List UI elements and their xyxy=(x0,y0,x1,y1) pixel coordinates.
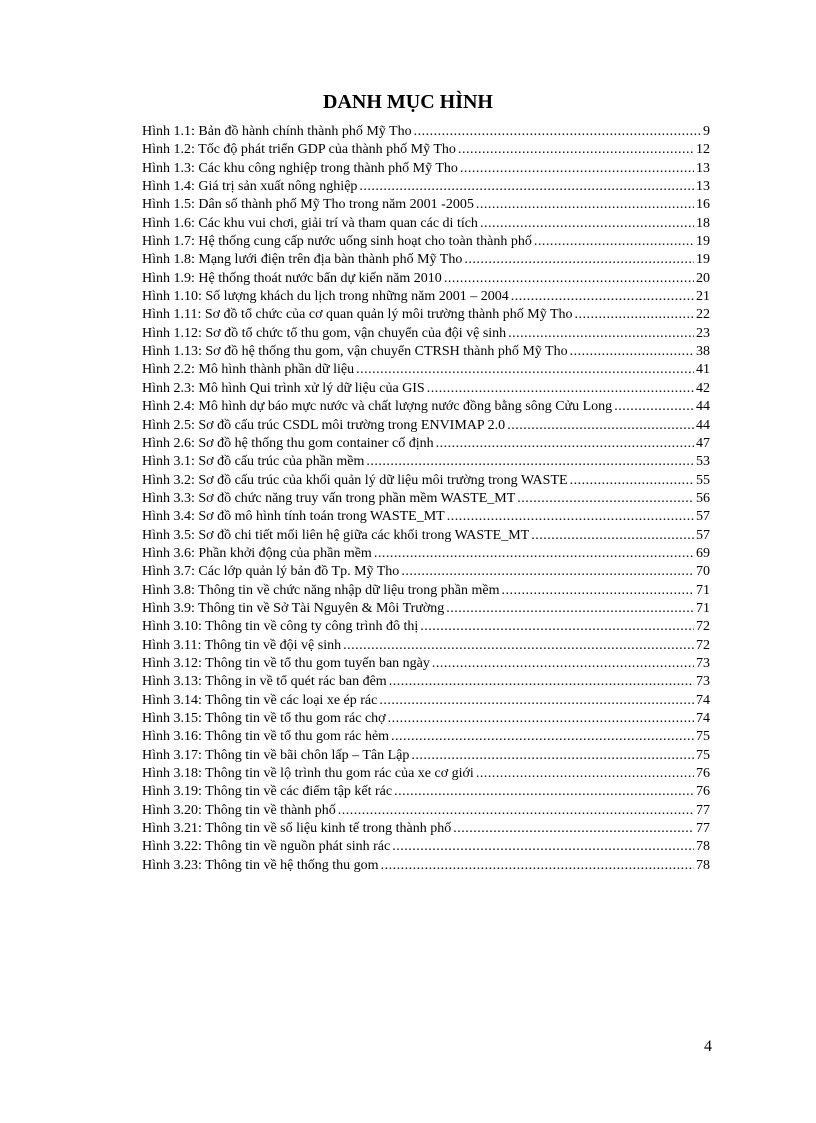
figure-page-number: 77 xyxy=(696,821,710,837)
dot-leader xyxy=(374,545,694,563)
dot-leader xyxy=(458,141,694,159)
dot-leader xyxy=(464,251,694,269)
figure-page-number: 56 xyxy=(696,490,710,506)
figure-caption: Hình 2.5: Sơ đồ cấu trúc CSDL môi trường trong ENVIMAP 2.0 xyxy=(142,417,506,433)
dot-leader xyxy=(570,472,694,490)
figure-caption: Hình 3.7: Các lớp quản lý bản đồ Tp. Mỹ Tho xyxy=(142,564,400,580)
figure-page-number: 44 xyxy=(696,399,710,415)
figure-page-number: 71 xyxy=(696,582,710,598)
figure-caption: Hình 1.4: Giá trị sản xuất nông nghiệp xyxy=(142,179,358,195)
figure-list-item[interactable] xyxy=(142,398,710,416)
dot-leader xyxy=(453,820,694,838)
figure-caption: Hình 3.1: Sơ đồ cấu trúc của phần mềm xyxy=(142,454,365,470)
figure-caption: Hình 3.15: Thông tin về tổ thu gom rác chợ xyxy=(142,711,386,726)
figure-page-number: 16 xyxy=(696,197,710,213)
figure-caption: Hình 3.18: Thông tin về lộ trình thu gom rác của xe cơ giới xyxy=(142,766,474,782)
figure-caption: Hình 3.8: Thông tin về chức năng nhập dữ liệu trong phần mềm xyxy=(142,582,500,598)
dot-leader xyxy=(501,582,694,600)
figure-page-number: 74 xyxy=(696,711,710,726)
figure-list-item[interactable] xyxy=(142,857,710,875)
dot-leader xyxy=(420,618,694,636)
figure-caption: Hình 3.12: Thông tin về tổ thu gom tuyến ban ngày xyxy=(142,655,430,671)
figure-list-item[interactable] xyxy=(142,820,710,838)
figure-caption: Hình 3.17: Thông tin về bãi chôn lấp – Tân Lập xyxy=(142,747,410,763)
dot-leader xyxy=(343,637,694,655)
dot-leader xyxy=(570,343,694,361)
figure-list-item[interactable] xyxy=(142,545,710,563)
figure-page-number: 19 xyxy=(696,252,710,268)
figure-list-item[interactable] xyxy=(142,563,710,581)
figure-caption: Hình 1.13: Sơ đồ hệ thống thu gom, vận chuyển CTRSH thành phố Mỹ Tho xyxy=(142,344,568,360)
figure-page-number: 21 xyxy=(696,289,710,305)
dot-leader xyxy=(460,160,694,178)
figure-page-number: 9 xyxy=(703,124,710,139)
figure-page-number: 69 xyxy=(696,545,710,561)
dot-leader xyxy=(388,710,694,728)
figure-list-item[interactable] xyxy=(142,838,710,856)
dot-leader xyxy=(389,673,694,691)
figure-caption: Hình 3.13: Thông in về tổ quét rác ban đêm xyxy=(142,674,387,690)
figure-caption: Hình 1.2: Tốc độ phát triển GDP của thành phố Mỹ Tho xyxy=(142,142,456,158)
figure-list-item[interactable] xyxy=(142,417,710,435)
dot-leader xyxy=(507,417,694,435)
dot-leader xyxy=(366,453,694,471)
figure-caption: Hình 1.10: Số lượng khách du lịch trong những năm 2001 – 2004 xyxy=(142,289,509,305)
figure-caption: Hình 1.6: Các khu vui chơi, giải trí và tham quan các di tích xyxy=(142,215,478,231)
figure-caption: Hình 3.20: Thông tin về thành phố xyxy=(142,802,336,818)
figure-caption: Hình 2.6: Sơ đồ hệ thống thu gom container cố định xyxy=(142,435,434,451)
figure-caption: Hình 3.14: Thông tin về các loại xe ép rác xyxy=(142,692,378,708)
figure-list-item[interactable] xyxy=(142,325,710,343)
figure-page-number: 20 xyxy=(696,270,710,286)
figure-page-number: 78 xyxy=(696,857,710,873)
figure-list-item[interactable] xyxy=(142,527,710,545)
figure-page-number: 18 xyxy=(696,215,710,231)
figure-caption: Hình 3.21: Thông tin về số liệu kinh tế trong thành phố xyxy=(142,821,452,837)
dot-leader xyxy=(427,380,694,398)
figure-caption: Hình 3.22: Thông tin về nguồn phát sinh rác xyxy=(142,839,391,855)
figure-list-item[interactable] xyxy=(142,306,710,324)
figure-list xyxy=(142,123,710,875)
figure-list-item[interactable] xyxy=(142,508,710,526)
dot-leader xyxy=(436,435,694,453)
figure-list-item[interactable] xyxy=(142,618,710,636)
figure-caption: Hình 1.7: Hệ thống cung cấp nước uống sinh hoạt cho toàn thành phố xyxy=(142,234,532,250)
figure-page-number: 19 xyxy=(696,234,710,250)
figure-caption: Hình 3.16: Thông tin về tổ thu gom rác hẻm xyxy=(142,729,390,745)
figure-list-item[interactable] xyxy=(142,600,710,618)
figure-page-number: 38 xyxy=(696,344,710,360)
dot-leader xyxy=(531,527,694,545)
dot-leader xyxy=(508,325,694,343)
figure-page-number: 44 xyxy=(696,417,710,433)
figure-caption: Hình 3.19: Thông tin về các điểm tập kết rác xyxy=(142,784,393,800)
figure-list-item[interactable] xyxy=(142,233,710,251)
figure-list-item[interactable] xyxy=(142,160,710,178)
figure-list-item[interactable] xyxy=(142,435,710,453)
dot-leader xyxy=(414,123,701,141)
figure-caption: Hình 3.4: Sơ đồ mô hình tính toán trong WASTE_MT xyxy=(142,509,445,525)
figure-page-number: 73 xyxy=(696,655,710,671)
figure-page-number: 53 xyxy=(696,454,710,470)
figure-list-item[interactable] xyxy=(142,215,710,233)
figure-page-number: 75 xyxy=(696,747,710,763)
figure-page-number: 75 xyxy=(696,729,710,745)
figure-page-number: 72 xyxy=(696,619,710,635)
figure-list-item[interactable] xyxy=(142,582,710,600)
figure-caption: Hình 3.11: Thông tin về đội vệ sinh xyxy=(142,637,342,653)
figure-list-item[interactable] xyxy=(142,802,710,820)
figure-caption: Hình 1.12: Sơ đồ tổ chức tổ thu gom, vận chuyển của đội vệ sinh xyxy=(142,325,507,341)
figure-list-item[interactable] xyxy=(142,251,710,269)
figure-caption: Hình 1.3: Các khu công nghiệp trong thành phố Mỹ Tho xyxy=(142,160,458,176)
figure-caption: Hình 3.2: Sơ đồ cấu trúc của khối quản lý dữ liệu môi trường trong WASTE xyxy=(142,472,568,488)
figure-page-number: 13 xyxy=(696,179,710,195)
dot-leader xyxy=(480,215,694,233)
dot-leader xyxy=(401,563,694,581)
dot-leader xyxy=(391,728,694,746)
figure-caption: Hình 3.5: Sơ đồ chi tiết mối liên hệ giữa các khối trong WASTE_MT xyxy=(142,527,530,543)
figure-page-number: 71 xyxy=(696,600,710,616)
figure-list-item[interactable] xyxy=(142,783,710,801)
figure-list-item[interactable] xyxy=(142,380,710,398)
dot-leader xyxy=(534,233,694,251)
dot-leader xyxy=(338,802,694,820)
figure-page-number: 78 xyxy=(696,839,710,855)
dot-leader xyxy=(517,490,694,508)
dot-leader xyxy=(432,655,694,673)
dot-leader xyxy=(447,508,694,526)
figure-list-item[interactable] xyxy=(142,196,710,214)
figure-list-item[interactable] xyxy=(142,655,710,673)
figure-list-item[interactable] xyxy=(142,673,710,691)
figure-page-number: 73 xyxy=(696,674,710,690)
figure-page-number: 22 xyxy=(696,307,710,323)
figure-list-item[interactable] xyxy=(142,270,710,288)
figure-caption: Hình 2.2: Mô hình thành phần dữ liệu xyxy=(142,362,355,378)
dot-leader xyxy=(444,270,694,288)
figure-page-number: 12 xyxy=(696,142,710,158)
figure-caption: Hình 1.1: Bản đồ hành chính thành phố Mỹ Tho xyxy=(142,124,412,139)
dot-leader xyxy=(379,692,694,710)
figure-list-item[interactable] xyxy=(142,178,710,196)
figure-caption: Hình 3.6: Phần khởi động của phần mềm xyxy=(142,545,372,561)
figure-page-number: 23 xyxy=(696,325,710,341)
figure-page-number: 76 xyxy=(696,766,710,782)
figure-caption: Hình 3.3: Sơ đồ chức năng truy vấn trong phần mềm WASTE_MT xyxy=(142,490,516,506)
figure-caption: Hình 1.11: Sơ đồ tổ chức của cơ quan quản lý môi trường thành phố Mỹ Tho xyxy=(142,307,573,323)
dot-leader xyxy=(575,306,695,324)
figure-caption: Hình 3.10: Thông tin về công ty công trình đô thị xyxy=(142,619,419,635)
figure-list-item[interactable] xyxy=(142,288,710,306)
figure-list-item[interactable] xyxy=(142,453,710,471)
figure-page-number: 42 xyxy=(696,380,710,396)
figure-list-item[interactable] xyxy=(142,472,710,490)
figure-list-item[interactable] xyxy=(142,710,710,728)
figure-list-item[interactable] xyxy=(142,343,710,361)
figure-caption: Hình 2.4: Mô hình dự báo mực nước và chất lượng nước đồng bằng sông Cửu Long xyxy=(142,399,613,415)
figure-page-number: 76 xyxy=(696,784,710,800)
figure-page-number: 72 xyxy=(696,637,710,653)
dot-leader xyxy=(381,857,694,875)
figure-list-item[interactable] xyxy=(142,123,710,141)
figure-caption: Hình 3.23: Thông tin về hệ thống thu gom xyxy=(142,857,379,873)
figure-page-number: 77 xyxy=(696,802,710,818)
figure-list-item[interactable] xyxy=(142,637,710,655)
figure-list-item[interactable] xyxy=(142,747,710,765)
figure-page-number: 70 xyxy=(696,564,710,580)
dot-leader xyxy=(476,196,694,214)
dot-leader xyxy=(511,288,694,306)
figure-list-item[interactable] xyxy=(142,692,710,710)
dot-leader xyxy=(614,398,694,416)
figure-page-number: 57 xyxy=(696,509,710,525)
figure-list-item[interactable] xyxy=(142,490,710,508)
dot-leader xyxy=(356,361,694,379)
figure-list-item[interactable] xyxy=(142,728,710,746)
figure-caption: Hình 1.9: Hệ thống thoát nước bẩn dự kiến năm 2010 xyxy=(142,270,442,286)
dot-leader xyxy=(392,838,694,856)
figure-list-item[interactable] xyxy=(142,361,710,379)
figure-page-number: 74 xyxy=(696,692,710,708)
dot-leader xyxy=(411,747,694,765)
figure-caption: Hình 1.8: Mạng lưới điện trên địa bàn thành phố Mỹ Tho xyxy=(142,252,463,268)
figure-page-number: 41 xyxy=(696,362,710,378)
page-title: DANH MỤC HÌNH xyxy=(323,91,493,113)
dot-leader xyxy=(394,783,694,801)
figure-caption: Hình 3.9: Thông tin về Sở Tài Nguyên & Môi Trường xyxy=(142,600,445,616)
figure-caption: Hình 1.5: Dân số thành phố Mỹ Tho trong năm 2001 -2005 xyxy=(142,197,474,213)
figure-page-number: 47 xyxy=(696,435,710,451)
figure-list-item[interactable] xyxy=(142,141,710,159)
figure-caption: Hình 2.3: Mô hình Qui trình xử lý dữ liệu của GIS xyxy=(142,380,425,396)
figure-page-number: 13 xyxy=(696,160,710,176)
figure-page-number: 57 xyxy=(696,527,710,543)
dot-leader xyxy=(476,765,694,783)
figure-list-item[interactable] xyxy=(142,765,710,783)
dot-leader xyxy=(446,600,694,618)
figure-page-number: 55 xyxy=(696,472,710,488)
dot-leader xyxy=(359,178,694,196)
page-number: 4 xyxy=(704,1038,712,1055)
